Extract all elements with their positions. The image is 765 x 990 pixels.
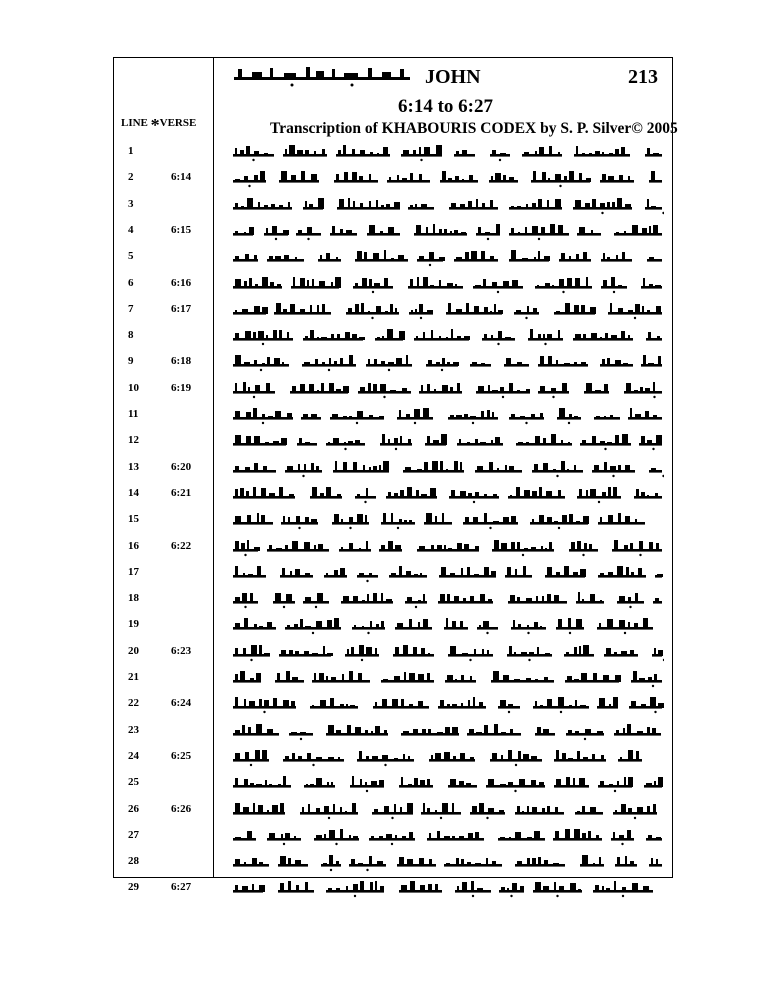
line-number: 19: [128, 618, 139, 631]
line-number: 8: [128, 329, 134, 342]
syriac-script-line: [231, 247, 664, 267]
line-number: 22: [128, 697, 139, 710]
syriac-script-line: [231, 142, 664, 162]
line-number: 2: [128, 171, 134, 184]
syriac-script-line: [231, 352, 664, 372]
book-title: JOHN: [425, 66, 481, 88]
line-number: 6: [128, 276, 134, 289]
verse-ref: 6:14: [171, 171, 192, 184]
syriac-script-line: [231, 168, 664, 188]
text-line: [114, 878, 672, 898]
syriac-script-line: [231, 458, 664, 478]
text-line: [114, 431, 672, 451]
syriac-script-line: [231, 510, 664, 530]
syriac-script-line: [231, 878, 664, 898]
verse-ref: 6:22: [171, 539, 192, 552]
column-header: [121, 115, 196, 136]
text-line: [114, 168, 672, 188]
line-number: 24: [128, 749, 139, 762]
line-number: 18: [128, 592, 139, 605]
syriac-script-line: [231, 195, 664, 215]
syriac-script-line: [231, 563, 664, 583]
text-line: [114, 668, 672, 688]
syriac-script-line: [231, 800, 664, 820]
line-number: 15: [128, 513, 139, 526]
text-line: [114, 195, 672, 215]
text-line: [114, 721, 672, 741]
text-line: [114, 826, 672, 846]
syriac-script-line: [231, 773, 664, 793]
verse-ref: 6:15: [171, 223, 192, 236]
line-number: 5: [128, 250, 134, 263]
verse-ref: 6:17: [171, 302, 192, 315]
syriac-script-line: [231, 274, 664, 294]
syriac-script-line: [231, 721, 664, 741]
verse-range: 6:14 to 6:27: [398, 96, 493, 117]
text-line: [114, 642, 672, 662]
text-line: [114, 484, 672, 504]
line-number: 27: [128, 828, 139, 841]
line-number: 12: [128, 434, 139, 447]
line-number: 10: [128, 381, 139, 394]
line-number: 23: [128, 723, 139, 736]
syriac-script-line: [231, 379, 664, 399]
syriac-script-line: [231, 221, 664, 241]
verse-ref: 6:18: [171, 355, 192, 368]
text-line: [114, 458, 672, 478]
text-line: [114, 537, 672, 557]
text-line: [114, 352, 672, 372]
syriac-script-line: [231, 826, 664, 846]
line-number: 28: [128, 855, 139, 868]
star-header: *: [150, 115, 160, 135]
verse-ref: 6:21: [171, 486, 192, 499]
syriac-script-line: [231, 642, 664, 662]
syriac-script-line: [231, 326, 664, 346]
text-line: [114, 589, 672, 609]
text-line: [114, 615, 672, 635]
line-number: 4: [128, 223, 134, 236]
page-number: 213: [628, 66, 658, 88]
text-line: [114, 800, 672, 820]
line-number: 14: [128, 486, 139, 499]
verse-ref: 6:20: [171, 460, 192, 473]
line-number: 7: [128, 302, 134, 315]
line-number: 16: [128, 539, 139, 552]
text-line: [114, 510, 672, 530]
text-line: [114, 694, 672, 714]
syriac-script-line: [231, 852, 664, 872]
line-number: 17: [128, 565, 139, 578]
text-line: [114, 142, 672, 162]
verse-ref: 6:16: [171, 276, 192, 289]
text-line: [114, 379, 672, 399]
verse-ref: 6:26: [171, 802, 192, 815]
verse-ref: 6:27: [171, 881, 192, 894]
text-line: [114, 300, 672, 320]
text-line: [114, 405, 672, 425]
line-number: 20: [128, 644, 139, 657]
line-number: 3: [128, 197, 134, 210]
text-line: [114, 247, 672, 267]
line-number: 26: [128, 802, 139, 815]
line-number: 21: [128, 671, 139, 683]
line-number: 25: [128, 776, 139, 789]
verse-header: VERSE: [159, 117, 197, 129]
syriac-script-line: [231, 589, 664, 609]
syriac-script-line: [231, 484, 664, 504]
syriac-script-line: [231, 668, 664, 688]
verse-ref: 6:24: [171, 697, 192, 710]
verse-ref: 6:25: [171, 749, 192, 762]
syriac-script-line: [231, 405, 664, 425]
line-number: 29: [128, 881, 139, 894]
text-line: [114, 747, 672, 767]
text-line: [114, 326, 672, 346]
line-header: LINE: [121, 117, 151, 129]
syriac-script-line: [231, 431, 664, 451]
syriac-script-line: [231, 694, 664, 714]
text-line: [114, 563, 672, 583]
syriac-title: [232, 63, 412, 89]
verse-ref: 6:19: [171, 381, 192, 394]
line-number: 11: [128, 408, 139, 420]
syriac-script-line: [231, 537, 664, 557]
syriac-script-line: [231, 300, 664, 320]
transcription-credit: Transcription of KHABOURIS CODEX by S. P. Silver© 2005: [270, 120, 678, 137]
line-number: 9: [128, 355, 134, 368]
line-number: 13: [128, 460, 139, 473]
text-line: [114, 773, 672, 793]
text-line: [114, 852, 672, 872]
text-line: [114, 221, 672, 241]
syriac-script-line: [231, 747, 664, 767]
verse-ref: 6:23: [171, 644, 192, 657]
line-number: 1: [128, 145, 134, 157]
text-line: [114, 274, 672, 294]
syriac-script-line: [231, 615, 664, 635]
